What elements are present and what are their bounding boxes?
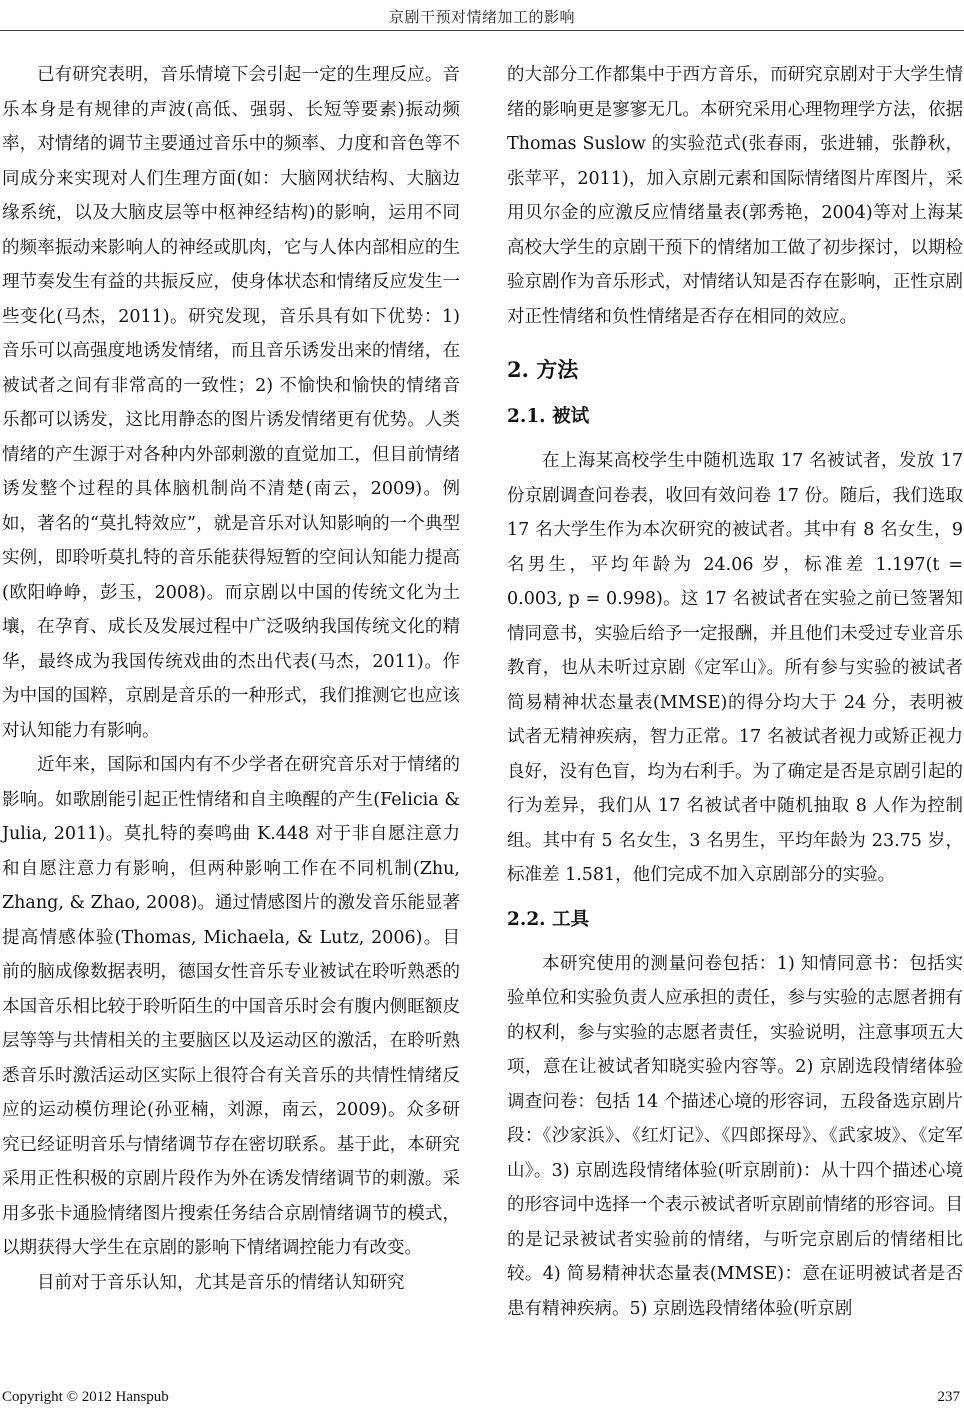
page-number: 237 xyxy=(937,1389,960,1405)
running-header: 京剧干预对情绪加工的影响 xyxy=(388,8,575,26)
right-column xyxy=(507,58,963,1326)
header-divider xyxy=(0,30,964,31)
body-paragraph-1: 已有研究表明，音乐情境下会引起一定的生理反应。音乐本身是有规律的声波(高低、强弱、长短等要素)振动频率，对情绪的调节主要通过音乐中的频率、力度和音色等不同成分来实现对人们生理方面(如：大脑网状结构、大脑边缘系统，以及大脑皮层等中枢神经结构)的影响，运用不同的频率振动来影响人的神经或肌肉，它与人体内部相应的生理节奏发生有益的共振反应，使身体状态和情绪反应发生一些变化(马杰，2011)。研究发现，音乐具有如下优势：1) 音乐可以高强度地诱发情绪，而且音乐诱发出来的情绪，在被试者之间有非常高的一致性；2) 不愉快和愉快的情绪音乐都可以诱发，这比用静态的图片诱发情绪更有优势。人类情绪的产生源于对各种内外部刺激的直觉加工，但目前情绪诱发整个过程的具体脑机制尚不清楚(南云，2009)。例如，著名的“莫扎特效应”，就是音乐对认知影响的一个典型实例，即聆听莫扎特的音乐能获得短暂的空间认知能力提高(欧阳峥峥，彭玉，2008)。而京剧以中国的传统文化为土壤，在孕育、成长及发展过程中广泛吸纳我国传统文化的精华，最终成为我国传统戏曲的杰出代表(马杰，2011)。作为中国的国粹，京剧是音乐的一种形式，我们推测它也应该对认知能力有影响。 xyxy=(2,65,460,741)
copyright-notice: Copyright © 2012 Hanspub xyxy=(2,1389,169,1405)
left-column xyxy=(2,58,460,1300)
body-paragraph-continued: 的大部分工作都集中于西方音乐，而研究京剧对于大学生情绪的影响更是寥寥无几。本研究采用心理物理学方法，依据 Thomas Suslow 的实验范式(张春雨，张进辅，张静秋，张苹平，2011)，加入京剧元素和国际情绪图片库图片，采用贝尔金的应激反应情绪量表(郭秀艳，2004)等对上海某高校大学生的京剧干预下的情绪加工做了初步探讨，以期检验京剧作为音乐形式，对情绪认知是否存在影响，正性京剧对正性情绪和负性情绪是否存在相同的效应。 xyxy=(507,65,963,327)
subsection-heading-instruments: 2.2. 工具 xyxy=(507,908,590,930)
subsection-heading-participants: 2.1. 被试 xyxy=(507,406,590,427)
body-paragraph-2: 近年来，国际和国内有不少学者在研究音乐对于情绪的影响。如歌剧能引起正性情绪和自主唤醒的产生(Felicia & Julia, 2011)。莫扎特的奏鸣曲 K.448 对于非自愿注意力和自愿注意力有影响，但两种影响工作在不同机制(Zhu, Zhang, & Zhao, 2008)。通过情感图片的激发音乐能显著提高情感体验(Thomas, Michaela, & Lutz, 2006)。目前的脑成像数据表明，德国女性音乐专业被试在聆听熟悉的本国音乐相比较于聆听陌生的中国音乐时会有腹内侧眶额皮层等等与共情相关的主要脑区以及运动区的激活，在聆听熟悉音乐时激活运动区实际上很符合有关音乐的共情性情绪反应的运动模仿理论(孙亚楠，刘源，南云，2009)。众多研究已经证明音乐与情绪调节存在密切联系。基于此，本研究采用正性积极的京剧片段作为外在诱发情绪调节的刺激。采用多张卡通脸情绪图片搜索任务结合京剧情绪调节的模式，以期获得大学生在京剧的影响下情绪调控能力有改变。 xyxy=(2,755,460,1258)
instruments-paragraph: 本研究使用的测量问卷包括：1) 知情同意书：包括实验单位和实验负责人应承担的责任，参与实验的志愿者拥有的权利，参与实验的志愿者责任，实验说明，注意事项五大项，意在让被试者知晓实验内容等。2) 京剧选段情绪体验调查问卷：包括 14 个描述心境的形容词，五段备选京剧片段：《沙家浜》、《红灯记》、《四郎探母》、《武家坡》、《定军山》。3) 京剧选段情绪体验(听京剧前)：从十四个描述心境的形容词中选择一个表示被试者听京剧前情绪的形容词。目的是记录被试者实验前的情绪，与听完京剧后的情绪相比较。4) 简易精神状态量表(MMSE)：意在证明被试者是否患有精神疾病。5) 京剧选段情绪体验(听京剧 xyxy=(507,953,963,1319)
participants-paragraph: 在上海某高校学生中随机选取 17 名被试者，发放 17 份京剧调查问卷表，收回有效问卷 17 份。随后，我们选取 17 名大学生作为本次研究的被试者。其中有 8 名女生，9 名男生，平均年龄为 24.06 岁，标准差 1.197(t = 0.003, p = 0.998)。这 17 名被试者在实验之前已签署知情同意书，实验后给予一定报酬，并且他们未受过专业音乐教育，也从未听过京剧《定军山》。所有参与实验的被试者简易精神状态量表(MMSE)的得分均大于 24 分，表明被试者无精神疾病，智力正常。17 名被试者视力或矫正视力良好，没有色盲，均为右利手。为了确定是否是京剧引起的行为差异，我们从 17 名被试者中随机抽取 8 人作为控制组。其中有 5 名女生，3 名男生，平均年龄为 23.75 岁，标准差 1.581，他们完成不加入京剧部分的实验。 xyxy=(507,451,963,885)
body-paragraph-3: 目前对于音乐认知，尤其是音乐的情绪认知研究 xyxy=(37,1272,405,1293)
section-heading-methods: 2. 方法 xyxy=(507,357,579,382)
